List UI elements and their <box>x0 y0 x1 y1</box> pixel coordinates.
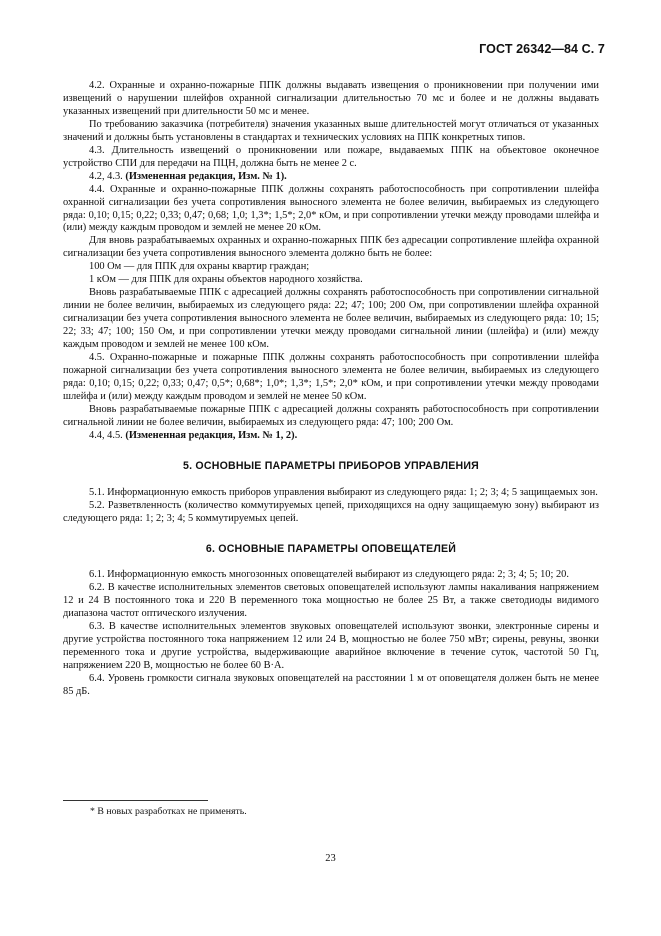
paragraph-4-4: 4.4. Охранные и охранно-пожарные ППК должны сохранять работоспособность при сопротивлении шлейфа охранной сигнализации без учета сопротивления выносного элемента не более величин, выбираемых из следующего ряда: 0,10; 0,15; 0,22; 0,33; 0,47; 0,68; 1,0; 1,3*; 1,5*; 2,0* кОм, и при сопротивлении утечки между проводами шлейфа и (или) между каждым проводом и землей не менее 20 кОм. <box>63 183 599 234</box>
paragraph-4-2: 4.2. Охранные и охранно-пожарные ППК должны выдавать извещения о проникновении при получении ими извещений о нарушении шлейфов охранной сигнализации длительностью 70 мс и более и не должны выдавать указанных извещений при длительности 50 мс и менее. <box>63 80 599 117</box>
paragraph-5-2: 5.2. Разветвленность (количество коммутируемых цепей, приходящихся на одну защищаемую зону) выбирают из следующего ряда: 1; 2; 3; 4; 5 коммутируемых цепей. <box>63 499 599 524</box>
edition-note-2-bold: (Измененная редакция, Изм. № 1, 2). <box>125 429 298 441</box>
paragraph-6-2: 6.2. В качестве исполнительных элементов световых оповещателей используют лампы накаливания напряжением 12 и 24 В постоянного тока и 220 В переменного тока мощностью не более 25 Вт, а также светодиоды видимого диапазона частот оптического излучения. <box>63 582 599 620</box>
page-number: 23 <box>325 853 336 864</box>
paragraph-4-5: 4.5. Охранно-пожарные и пожарные ППК должны сохранять работоспособность при сопротивлении шлейфа пожарной сигнализации без учета сопротивления выносного элемента не более величин, выбираемых из следующего ряда: 0,10; 0,15; 0,22; 0,33; 0,47; 0,5*; 0,68*; 1,0*; 1,3*; 1,5*; 2,0* кОм, и при сопротивлении утечки между проводами шлейфа и (или) между каждым проводом и землей не менее 50 кОм. <box>63 352 599 402</box>
footnote: * В новых разработках не применять. <box>90 806 247 817</box>
paragraph-4-4-addressed: Вновь разрабатываемые ППК с адресацией должны сохранять работоспособность при сопротивлении сигнальной линии не более величин, выбираемых из следующего ряда: 22; 47; 100; 200 Ом, при сопротивлении шлейфа охранной сигнализации без учета сопротивления выносного элемента не более величин, выбираемых из следующего ряда: 10; 15; 22; 33; 47; 100; 150 Ом, и при сопротивлении утечки между проводами сигнальной линии (шлейфа) и (или) между каждым проводом и землей не менее 100 кОм. <box>63 287 599 351</box>
edition-note-2-prefix: 4.4, 4.5. <box>89 429 126 441</box>
section-6-title: 6. ОСНОВНЫЕ ПАРАМЕТРЫ ОПОВЕЩАТЕЛЕЙ <box>205 542 457 555</box>
list-item-100-ohm: 100 Ом — для ППК для охраны квартир граждан; <box>89 261 310 273</box>
footnote-divider <box>63 800 208 801</box>
paragraph-4-5-addressed: Вновь разрабатываемые пожарные ППК с адресацией должны сохранять работоспособность при сопротивлении сигнальной линии не более величин, выбираемых из следующего ряда: 47; 100; 200 Ом. <box>63 403 599 428</box>
edition-note-1 <box>63 171 599 184</box>
edition-note-1-prefix: 4.2, 4.3. <box>89 170 126 182</box>
document-body <box>63 80 599 699</box>
paragraph-6-3: 6.3. В качестве исполнительных элементов звуковых оповещателей используют звонки, электронные сирены и другие устройства постоянного тока напряжением 12 или 24 В, мощностью не более 750 мВт; сирены, ревуны, звонки переменного тока и другие устройства, выдерживающие аварийное включение в течение суток, частотой 50 Гц, напряжением 220 В, мощностью не более 60 В·А. <box>63 621 599 672</box>
edition-note-2 <box>63 430 599 443</box>
paragraph-4-4-new: Для вновь разрабатываемых охранных и охранно-пожарных ППК без адресации сопротивление шлейфа охранной сигнализации без учета сопротивления выносного элемента должно быть не более: <box>63 235 599 260</box>
paragraph-4-2-note: По требованию заказчика (потребителя) значения указанных выше длительностей могут отличаться от указанных значений и должны быть установлены в стандартах и технических условиях на ППК конкретных типов. <box>63 118 599 143</box>
section-5-title: 5. ОСНОВНЫЕ ПАРАМЕТРЫ ПРИБОРОВ УПРАВЛЕНИЯ <box>183 459 479 472</box>
paragraph-5-1: 5.1. Информационную емкость приборов управления выбирают из следующего ряда: 1; 2; 3; 4; 5 защищаемых зон. <box>89 486 598 498</box>
paragraph-6-1: 6.1. Информационную емкость многозонных оповещателей выбирают из следующего ряда: 2; 3; 4; 5; 10; 20. <box>89 569 569 581</box>
list-item-1-kohm: 1 кОм — для ППК для охраны объектов народного хозяйства. <box>89 274 363 286</box>
paragraph-6-4: 6.4. Уровень громкости сигнала звуковых оповещателей на расстоянии 1 м от оповещателя должен быть не менее 85 дБ. <box>63 673 599 698</box>
page-header: ГОСТ 26342—84 С. 7 <box>479 42 605 56</box>
edition-note-1-bold: (Измененная редакция, Изм. № 1). <box>125 170 287 182</box>
paragraph-4-3: 4.3. Длительность извещений о проникновении или пожаре, выдаваемых ППК на объектовое оконечное устройство СПИ для передачи на ПЦН, должна быть не менее 2 с. <box>63 144 599 169</box>
